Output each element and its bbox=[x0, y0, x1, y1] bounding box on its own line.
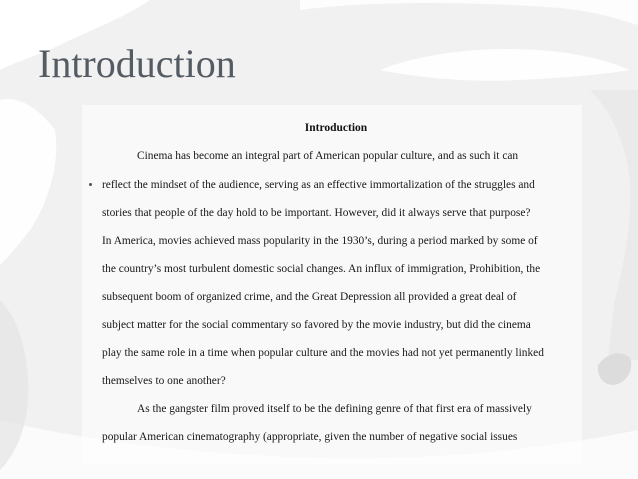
document-line: play the same role in a time when popular culture and the movies had not yet permanently linked bbox=[102, 347, 544, 359]
document-line: In America, movies achieved mass popularity in the 1930’s, during a period marked by some of bbox=[102, 235, 538, 247]
slide-title: Introduction bbox=[38, 41, 236, 86]
document-line: As the gangster film proved itself to be the defining genre of that first era of massively bbox=[137, 403, 532, 415]
document-line: popular American cinematography (appropriate, given the number of negative social issues bbox=[102, 431, 518, 443]
document-line: subsequent boom of organized crime, and the Great Depression all provided a great deal of bbox=[102, 291, 517, 303]
document-line: subject matter for the social commentary so favored by the movie industry, but did the cinema bbox=[102, 319, 531, 331]
document-line: themselves to one another? bbox=[102, 375, 226, 387]
document-line: reflect the mindset of the audience, serving as an effective immortalization of the struggles and bbox=[102, 179, 535, 191]
document-line: the country’s most turbulent domestic social changes. An influx of immigration, Prohibition, the bbox=[102, 263, 541, 275]
document-line: stories that people of the day hold to be important. However, did it always serve that purpose? bbox=[102, 207, 531, 219]
document-line: Cinema has become an integral part of American popular culture, and as such it can bbox=[137, 150, 519, 162]
document-heading: Introduction bbox=[304, 122, 368, 134]
